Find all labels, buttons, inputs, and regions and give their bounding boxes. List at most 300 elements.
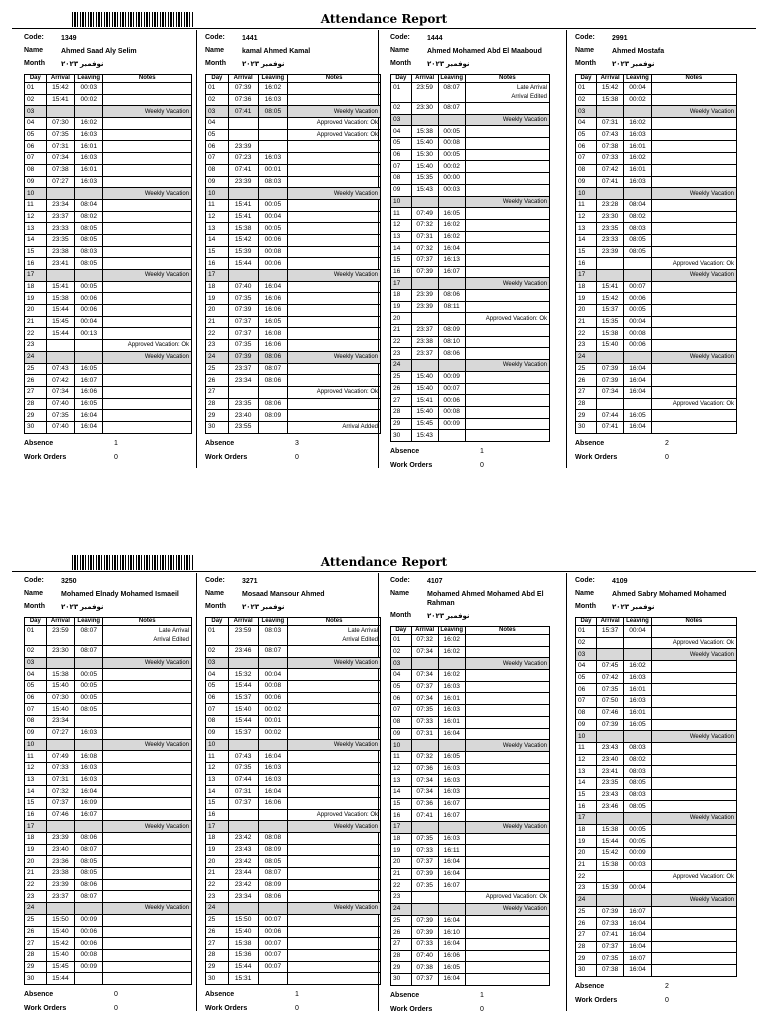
day-cell: 01: [391, 635, 412, 647]
table-row: [206, 833, 381, 845]
day-cell: 16: [391, 266, 412, 278]
leaving-cell: 16:01: [624, 141, 651, 153]
report-month-row: [390, 612, 550, 621]
leaving-cell: 08:09: [258, 844, 288, 856]
arrival-cell: 07:43: [228, 751, 258, 763]
notes-cell: [103, 868, 192, 880]
notes-cell: [465, 184, 549, 196]
notes-cell: [288, 305, 381, 317]
work-orders-row: [575, 451, 737, 465]
notes-cell: [465, 138, 549, 150]
note-line: Arrival Edited: [342, 636, 378, 643]
day-header: Day: [576, 618, 597, 626]
notes-cell: [651, 672, 736, 684]
arrival-cell: 15:38: [228, 223, 258, 235]
arrival-cell: 15:41: [46, 281, 74, 293]
day-cell: 05: [25, 681, 47, 693]
arrival-header: Arrival: [46, 618, 74, 626]
notes-cell: [465, 301, 549, 313]
table-row: [576, 398, 737, 410]
table-row: [206, 188, 381, 200]
notes-cell: [288, 961, 381, 973]
leaving-cell: 16:04: [438, 728, 465, 740]
leaving-cell: 00:05: [258, 199, 288, 211]
leaving-header: Leaving: [438, 627, 465, 635]
table-row: [576, 328, 737, 340]
arrival-cell: 23:30: [46, 646, 74, 658]
arrival-cell: 23:39: [228, 176, 258, 188]
leaving-cell: 08:05: [75, 856, 103, 868]
day-cell: 07: [206, 153, 229, 165]
day-cell: 21: [576, 316, 597, 328]
arrival-cell: 23:42: [228, 879, 258, 891]
employee-name-label: Name: [390, 590, 410, 597]
leaving-cell: [75, 270, 103, 282]
table-row: [576, 918, 737, 930]
arrival-cell: 15:40: [596, 340, 623, 352]
day-cell: 15: [391, 254, 412, 266]
arrival-cell: 15:42: [46, 938, 74, 950]
table-row: [391, 857, 550, 869]
summary-footer: [390, 989, 550, 1017]
report-month: نوفمبر ٢٠٢٣: [242, 604, 285, 611]
work-orders-row: [24, 451, 192, 465]
leaving-cell: 16:07: [75, 375, 103, 387]
leaving-cell: 16:05: [438, 208, 465, 220]
leaving-cell: 00:02: [624, 94, 651, 106]
day-cell: 26: [25, 375, 47, 387]
work-orders-value: 0: [114, 454, 118, 462]
day-cell: 26: [206, 375, 229, 387]
arrival-cell: 23:37: [46, 211, 74, 223]
table-row: [206, 879, 381, 891]
employee-name-label: Name: [205, 47, 225, 54]
notes-cell: [103, 926, 192, 938]
table-row: [25, 246, 192, 258]
table-row: [391, 418, 550, 430]
arrival-cell: [46, 340, 74, 352]
table-row: [576, 129, 737, 141]
leaving-cell: 16:02: [624, 661, 651, 673]
employee-code-label: Code:: [575, 577, 595, 584]
leaving-cell: [624, 188, 651, 200]
day-cell: 01: [206, 626, 229, 646]
leaving-cell: 16:06: [258, 340, 288, 352]
leaving-cell: 08:07: [75, 646, 103, 658]
notes-cell: Weekly Vacation: [651, 106, 736, 118]
table-row: [391, 325, 550, 337]
table-row: [576, 953, 737, 965]
arrival-cell: 07:32: [411, 243, 438, 255]
leaving-cell: [438, 196, 465, 208]
leaving-cell: 16:02: [438, 646, 465, 658]
day-cell: 05: [391, 681, 412, 693]
arrival-cell: 07:30: [46, 118, 74, 130]
table-row: [391, 114, 550, 126]
leaving-cell: 16:04: [258, 786, 288, 798]
employee-name: Ahmed Mohamed Abd El Maaboud: [427, 48, 542, 55]
table-row: [576, 386, 737, 398]
leaving-cell: [258, 386, 288, 398]
header-rule: [12, 571, 756, 572]
absence-row: [390, 445, 550, 459]
notes-cell: [103, 293, 192, 305]
table-row: [206, 176, 381, 188]
arrival-cell: [411, 822, 438, 834]
notes-cell: [103, 809, 192, 821]
leaving-cell: 08:02: [624, 211, 651, 223]
leaving-cell: 16:02: [75, 118, 103, 130]
day-header: Day: [391, 627, 412, 635]
table-row: [206, 281, 381, 293]
day-cell: 30: [391, 973, 412, 985]
leaving-cell: 16:04: [624, 386, 651, 398]
table-row: [576, 340, 737, 352]
arrival-cell: 07:36: [411, 798, 438, 810]
table-row: [576, 894, 737, 906]
arrival-cell: 07:35: [228, 762, 258, 774]
day-cell: 23: [391, 892, 412, 904]
day-cell: 26: [391, 927, 412, 939]
leaving-cell: 16:06: [258, 305, 288, 317]
notes-cell: [651, 929, 736, 941]
leaving-cell: 16:05: [258, 316, 288, 328]
column-divider: [566, 30, 567, 468]
day-cell: 27: [206, 386, 229, 398]
notes-cell: [288, 879, 381, 891]
leaving-cell: 16:09: [75, 797, 103, 809]
leaving-cell: [438, 892, 465, 904]
table-row: [391, 950, 550, 962]
leaving-cell: 08:05: [75, 704, 103, 716]
day-cell: 21: [391, 868, 412, 880]
leaving-cell: 00:06: [258, 926, 288, 938]
work-orders-label: Work Orders: [24, 1005, 67, 1013]
arrival-cell: 07:31: [411, 728, 438, 740]
day-cell: 17: [391, 278, 412, 290]
arrival-cell: [228, 903, 258, 915]
leaving-cell: [624, 813, 651, 825]
arrival-cell: 07:41: [596, 421, 623, 433]
day-cell: 09: [206, 727, 229, 739]
arrival-cell: 07:33: [596, 153, 623, 165]
arrival-cell: [596, 813, 623, 825]
day-cell: 13: [25, 774, 47, 786]
day-cell: 04: [391, 126, 412, 138]
leaving-cell: 00:09: [624, 848, 651, 860]
notes-cell: Weekly Vacation: [288, 903, 381, 915]
arrival-cell: 07:35: [46, 410, 74, 422]
notes-cell: [651, 859, 736, 871]
notes-cell: [103, 94, 192, 106]
arrival-cell: 07:37: [596, 941, 623, 953]
table-row: [391, 938, 550, 950]
absence-value: 1: [480, 448, 484, 456]
notes-cell: [651, 754, 736, 766]
leaving-cell: 16:05: [438, 962, 465, 974]
arrival-cell: [411, 114, 438, 126]
leaving-cell: 08:06: [258, 375, 288, 387]
notes-cell: Weekly Vacation: [288, 821, 381, 833]
day-cell: 01: [25, 626, 47, 646]
notes-cell: [288, 646, 381, 658]
day-cell: 28: [391, 406, 412, 418]
leaving-cell: 00:08: [438, 406, 465, 418]
leaving-cell: 16:02: [438, 670, 465, 682]
employee-name: Ahmed Saad Aly Selim: [61, 48, 137, 55]
notes-cell: [288, 833, 381, 845]
notes-cell: [103, 949, 192, 961]
leaving-cell: 00:05: [624, 836, 651, 848]
leaving-cell: [438, 278, 465, 290]
leaving-cell: 00:05: [624, 305, 651, 317]
arrival-cell: 15:43: [411, 430, 438, 442]
table-row: [25, 751, 192, 763]
employee-name-label: Name: [24, 47, 44, 54]
day-cell: 14: [391, 786, 412, 798]
employee-name-row: [24, 47, 192, 56]
employee-code: 3250: [61, 578, 77, 585]
employee-name-label: Name: [575, 590, 595, 597]
notes-cell: Weekly Vacation: [288, 351, 381, 363]
day-cell: 02: [391, 103, 412, 115]
day-cell: 25: [206, 914, 229, 926]
leaving-cell: 08:05: [624, 777, 651, 789]
table-row: [206, 739, 381, 751]
notes-cell: [103, 118, 192, 130]
arrival-cell: 07:44: [596, 410, 623, 422]
table-row: [391, 103, 550, 115]
arrival-cell: 15:40: [46, 681, 74, 693]
day-cell: 26: [206, 926, 229, 938]
day-cell: 18: [25, 281, 47, 293]
absence-value: 1: [295, 991, 299, 999]
arrival-cell: 23:37: [411, 325, 438, 337]
arrival-cell: [228, 809, 258, 821]
day-cell: 23: [25, 340, 47, 352]
leaving-cell: 16:03: [75, 727, 103, 739]
absence-row: [24, 988, 192, 1002]
leaving-cell: 00:07: [258, 949, 288, 961]
leaving-cell: 00:06: [438, 395, 465, 407]
table-row: [206, 669, 381, 681]
arrival-cell: 07:37: [411, 254, 438, 266]
report-month: نوفمبر ٢٠٢٣: [427, 613, 470, 620]
table-row: [576, 164, 737, 176]
day-cell: 25: [25, 363, 47, 375]
table-row: [576, 906, 737, 918]
arrival-cell: 07:35: [411, 833, 438, 845]
table-row: [25, 879, 192, 891]
leaving-cell: 16:04: [624, 363, 651, 375]
table-row: [391, 395, 550, 407]
notes-cell: [465, 938, 549, 950]
leaving-cell: 16:07: [438, 880, 465, 892]
table-row: [576, 824, 737, 836]
leaving-cell: [438, 114, 465, 126]
notes-cell: [465, 950, 549, 962]
leaving-cell: 16:03: [438, 833, 465, 845]
arrival-cell: 07:43: [46, 363, 74, 375]
leaving-cell: 16:03: [258, 762, 288, 774]
table-row: [206, 351, 381, 363]
leaving-cell: 00:03: [75, 83, 103, 95]
day-cell: 03: [206, 106, 229, 118]
arrival-cell: 15:38: [228, 938, 258, 950]
notes-cell: [103, 626, 192, 646]
day-cell: 19: [206, 844, 229, 856]
leaving-cell: [258, 809, 288, 821]
report-month-row: [575, 60, 737, 69]
leaving-cell: [624, 398, 651, 410]
attendance-table: [390, 626, 550, 986]
leaving-cell: 16:04: [75, 786, 103, 798]
day-cell: 10: [576, 188, 597, 200]
notes-cell: [651, 918, 736, 930]
arrival-cell: 15:38: [411, 126, 438, 138]
table-row: [25, 234, 192, 246]
table-row: [576, 696, 737, 708]
table-row: [206, 626, 381, 646]
day-cell: 19: [25, 293, 47, 305]
day-cell: 29: [576, 410, 597, 422]
table-row: [206, 141, 381, 153]
day-cell: 30: [206, 973, 229, 985]
day-cell: 18: [576, 824, 597, 836]
day-cell: 26: [391, 383, 412, 395]
table-row: [576, 929, 737, 941]
table-row: [391, 798, 550, 810]
day-cell: 21: [25, 868, 47, 880]
arrival-cell: 23:39: [228, 141, 258, 153]
day-cell: 18: [576, 281, 597, 293]
arrival-cell: 23:33: [46, 223, 74, 235]
arrival-cell: 07:40: [411, 950, 438, 962]
table-row: [206, 153, 381, 165]
table-row: [25, 681, 192, 693]
notes-cell: [288, 669, 381, 681]
day-cell: 16: [25, 258, 47, 270]
day-cell: 17: [391, 822, 412, 834]
arrival-cell: 23:34: [228, 891, 258, 903]
arrival-cell: 07:42: [46, 375, 74, 387]
employee-code-row: [205, 34, 381, 43]
notes-cell: [465, 810, 549, 822]
table-header-row: [391, 75, 550, 83]
leaving-cell: 08:09: [258, 410, 288, 422]
arrival-cell: [411, 903, 438, 915]
table-row: [25, 223, 192, 235]
arrival-cell: 15:40: [228, 926, 258, 938]
arrival-cell: 07:34: [46, 153, 74, 165]
day-cell: 13: [206, 774, 229, 786]
day-cell: 24: [25, 903, 47, 915]
leaving-cell: 08:06: [258, 891, 288, 903]
leaving-cell: 00:04: [624, 83, 651, 95]
leaving-cell: 00:00: [438, 173, 465, 185]
table-row: [576, 883, 737, 895]
leaving-cell: 08:05: [258, 106, 288, 118]
notes-cell: [465, 973, 549, 985]
table-row: [206, 328, 381, 340]
table-row: [206, 246, 381, 258]
table-row: [391, 126, 550, 138]
summary-footer: [575, 980, 737, 1008]
attendance-table: [24, 617, 192, 985]
leaving-header: Leaving: [624, 75, 651, 83]
arrival-cell: 07:31: [411, 231, 438, 243]
table-header-row: [206, 618, 381, 626]
table-row: [25, 94, 192, 106]
leaving-cell: 16:03: [75, 774, 103, 786]
arrival-cell: 15:37: [596, 626, 623, 638]
leaving-cell: 08:06: [258, 398, 288, 410]
notes-header: Notes: [103, 75, 192, 83]
day-cell: 18: [206, 833, 229, 845]
notes-cell: [288, 328, 381, 340]
notes-cell: [651, 696, 736, 708]
notes-cell: [288, 375, 381, 387]
arrival-cell: 07:46: [596, 707, 623, 719]
employee-name: Ahmed Mostafa: [612, 48, 665, 55]
table-row: [391, 763, 550, 775]
table-row: [25, 926, 192, 938]
table-row: [25, 716, 192, 728]
day-cell: 10: [391, 740, 412, 752]
arrival-cell: 07:33: [596, 918, 623, 930]
employee-code: 3271: [242, 578, 258, 585]
day-cell: 20: [25, 305, 47, 317]
table-row: [206, 234, 381, 246]
table-row: [25, 657, 192, 669]
arrival-cell: 07:37: [411, 857, 438, 869]
arrival-cell: 15:38: [596, 328, 623, 340]
day-cell: 02: [206, 94, 229, 106]
arrival-cell: 07:34: [411, 693, 438, 705]
leaving-cell: 16:07: [438, 798, 465, 810]
table-row: [576, 742, 737, 754]
notes-header: Notes: [651, 618, 736, 626]
notes-cell: [103, 410, 192, 422]
table-row: [576, 83, 737, 95]
leaving-cell: 16:03: [75, 762, 103, 774]
table-row: [25, 727, 192, 739]
table-row: [25, 351, 192, 363]
arrival-cell: 07:45: [596, 661, 623, 673]
notes-cell: [651, 964, 736, 976]
arrival-cell: 07:41: [596, 176, 623, 188]
day-cell: 08: [206, 164, 229, 176]
arrival-cell: 23:39: [411, 290, 438, 302]
leaving-cell: 08:07: [258, 363, 288, 375]
leaving-cell: 16:02: [624, 153, 651, 165]
notes-cell: Approved Vacation: Ok: [465, 892, 549, 904]
day-cell: 03: [25, 657, 47, 669]
leaving-cell: 16:08: [75, 751, 103, 763]
leaving-cell: [438, 360, 465, 372]
leaving-cell: [258, 141, 288, 153]
day-cell: 03: [206, 657, 229, 669]
notes-cell: [288, 281, 381, 293]
arrival-cell: 23:38: [46, 868, 74, 880]
leaving-cell: 00:04: [258, 211, 288, 223]
arrival-cell: [411, 313, 438, 325]
leaving-cell: 00:03: [624, 859, 651, 871]
notes-cell: [288, 410, 381, 422]
notes-cell: [465, 336, 549, 348]
arrival-cell: 07:39: [411, 868, 438, 880]
notes-cell: [288, 856, 381, 868]
